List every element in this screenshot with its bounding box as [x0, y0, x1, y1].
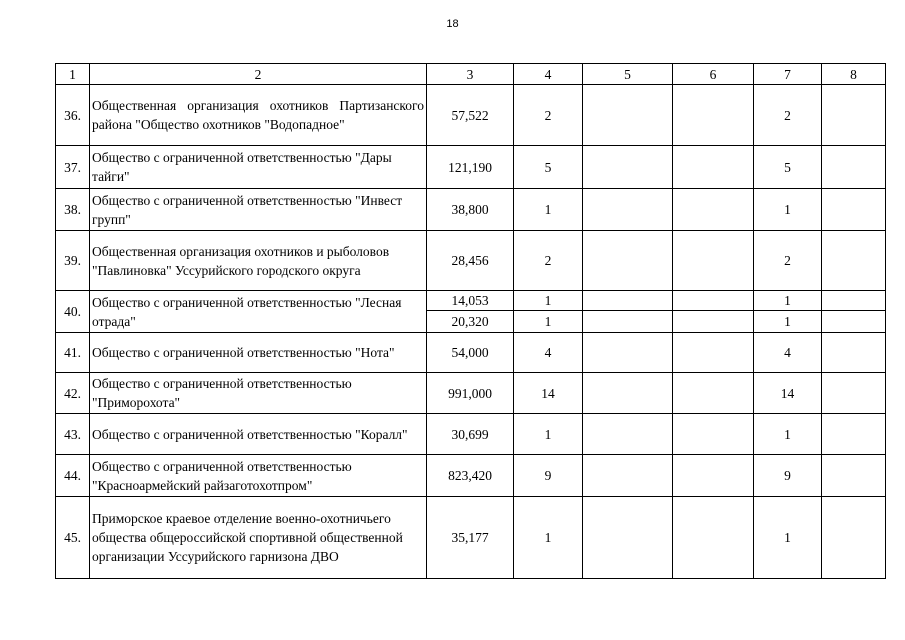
cell-c5: [583, 455, 673, 497]
cell-c6: [673, 311, 754, 333]
cell-c8: [822, 189, 886, 231]
row-number: 45.: [56, 497, 90, 579]
cell-c8: [822, 414, 886, 455]
cell-c4: 2: [514, 85, 583, 146]
organization-name: Общественная организация охотников Партизанского района "Общество охотников "Водопадное": [90, 85, 427, 146]
cell-c4: 1: [514, 311, 583, 333]
cell-c6: [673, 291, 754, 311]
cell-c3: 38,800: [427, 189, 514, 231]
cell-c3: 54,000: [427, 333, 514, 373]
cell-c4: 1: [514, 189, 583, 231]
cell-c6: [673, 231, 754, 291]
cell-c7: 9: [754, 455, 822, 497]
row-number: 37.: [56, 146, 90, 189]
table-row: [56, 231, 886, 291]
cell-c8: [822, 85, 886, 146]
cell-c7: 1: [754, 189, 822, 231]
cell-c3: 35,177: [427, 497, 514, 579]
row-number: 41.: [56, 333, 90, 373]
table-body: [56, 85, 886, 579]
cell-c5: [583, 231, 673, 291]
row-number: 40.: [56, 291, 90, 333]
cell-c4: 2: [514, 231, 583, 291]
table-row: [56, 146, 886, 189]
cell-c6: [673, 455, 754, 497]
cell-c7: 2: [754, 85, 822, 146]
column-header: 3: [427, 64, 514, 85]
cell-c5: [583, 414, 673, 455]
cell-c3: 14,053: [427, 291, 514, 311]
cell-c6: [673, 146, 754, 189]
cell-c6: [673, 497, 754, 579]
row-number: 36.: [56, 85, 90, 146]
cell-c6: [673, 414, 754, 455]
cell-c4: 1: [514, 497, 583, 579]
cell-c3: 28,456: [427, 231, 514, 291]
cell-c3: 20,320: [427, 311, 514, 333]
cell-c8: [822, 455, 886, 497]
cell-c6: [673, 189, 754, 231]
cell-c7: 1: [754, 311, 822, 333]
column-header: 4: [514, 64, 583, 85]
cell-c8: [822, 231, 886, 291]
cell-c3: 57,522: [427, 85, 514, 146]
table-row: [56, 455, 886, 497]
table-row: [56, 85, 886, 146]
cell-c3: 121,190: [427, 146, 514, 189]
organization-name: Общество с ограниченной ответственностью "Красноармейский райзаготохотпром": [90, 455, 427, 497]
row-number: 43.: [56, 414, 90, 455]
cell-c8: [822, 497, 886, 579]
column-header: 6: [673, 64, 754, 85]
organization-name: Общество с ограниченной ответственностью "Дары тайги": [90, 146, 427, 189]
row-number: 39.: [56, 231, 90, 291]
table-row: [56, 333, 886, 373]
column-header: 8: [822, 64, 886, 85]
cell-c5: [583, 311, 673, 333]
table-row: [56, 497, 886, 579]
organization-name: Общество с ограниченной ответственностью "Приморохота": [90, 373, 427, 414]
cell-c7: 5: [754, 146, 822, 189]
table-row: [56, 189, 886, 231]
cell-c3: 30,699: [427, 414, 514, 455]
registry-table: [55, 63, 886, 579]
cell-c5: [583, 333, 673, 373]
cell-c5: [583, 373, 673, 414]
cell-c3: 823,420: [427, 455, 514, 497]
organization-name: Общество с ограниченной ответственностью "Коралл": [90, 414, 427, 455]
cell-c7: 2: [754, 231, 822, 291]
cell-c7: 4: [754, 333, 822, 373]
cell-c4: 9: [514, 455, 583, 497]
cell-c6: [673, 373, 754, 414]
cell-c8: [822, 333, 886, 373]
cell-c7: 14: [754, 373, 822, 414]
cell-c6: [673, 333, 754, 373]
cell-c5: [583, 146, 673, 189]
header-row: [56, 64, 886, 85]
organization-name: Общественная организация охотников и рыболовов "Павлиновка" Уссурийского городского округа: [90, 231, 427, 291]
column-header: 1: [56, 64, 90, 85]
cell-c4: 4: [514, 333, 583, 373]
cell-c5: [583, 189, 673, 231]
cell-c7: 1: [754, 291, 822, 311]
cell-c8: [822, 373, 886, 414]
table-row: [56, 373, 886, 414]
row-number: 42.: [56, 373, 90, 414]
cell-c7: 1: [754, 497, 822, 579]
table-row: [56, 414, 886, 455]
cell-c4: 1: [514, 291, 583, 311]
table-row: [56, 291, 886, 311]
cell-c5: [583, 497, 673, 579]
column-header: 7: [754, 64, 822, 85]
cell-c7: 1: [754, 414, 822, 455]
organization-name: Общество с ограниченной ответственностью "Инвест групп": [90, 189, 427, 231]
cell-c5: [583, 291, 673, 311]
cell-c4: 5: [514, 146, 583, 189]
cell-c8: [822, 146, 886, 189]
cell-c4: 1: [514, 414, 583, 455]
cell-c4: 14: [514, 373, 583, 414]
organization-name: Общество с ограниченной ответственностью "Нота": [90, 333, 427, 373]
cell-c3: 991,000: [427, 373, 514, 414]
row-number: 44.: [56, 455, 90, 497]
cell-c5: [583, 85, 673, 146]
cell-c8: [822, 291, 886, 311]
organization-name: Общество с ограниченной ответственностью "Лесная отрада": [90, 291, 427, 333]
page-number: 18: [446, 18, 459, 30]
row-number: 38.: [56, 189, 90, 231]
organization-name: Приморское краевое отделение военно-охотничьего общества общероссийской спортивной общественной организации Уссурийского гарнизона ДВО: [90, 497, 427, 579]
column-header: 2: [90, 64, 427, 85]
cell-c6: [673, 85, 754, 146]
cell-c8: [822, 311, 886, 333]
column-header: 5: [583, 64, 673, 85]
